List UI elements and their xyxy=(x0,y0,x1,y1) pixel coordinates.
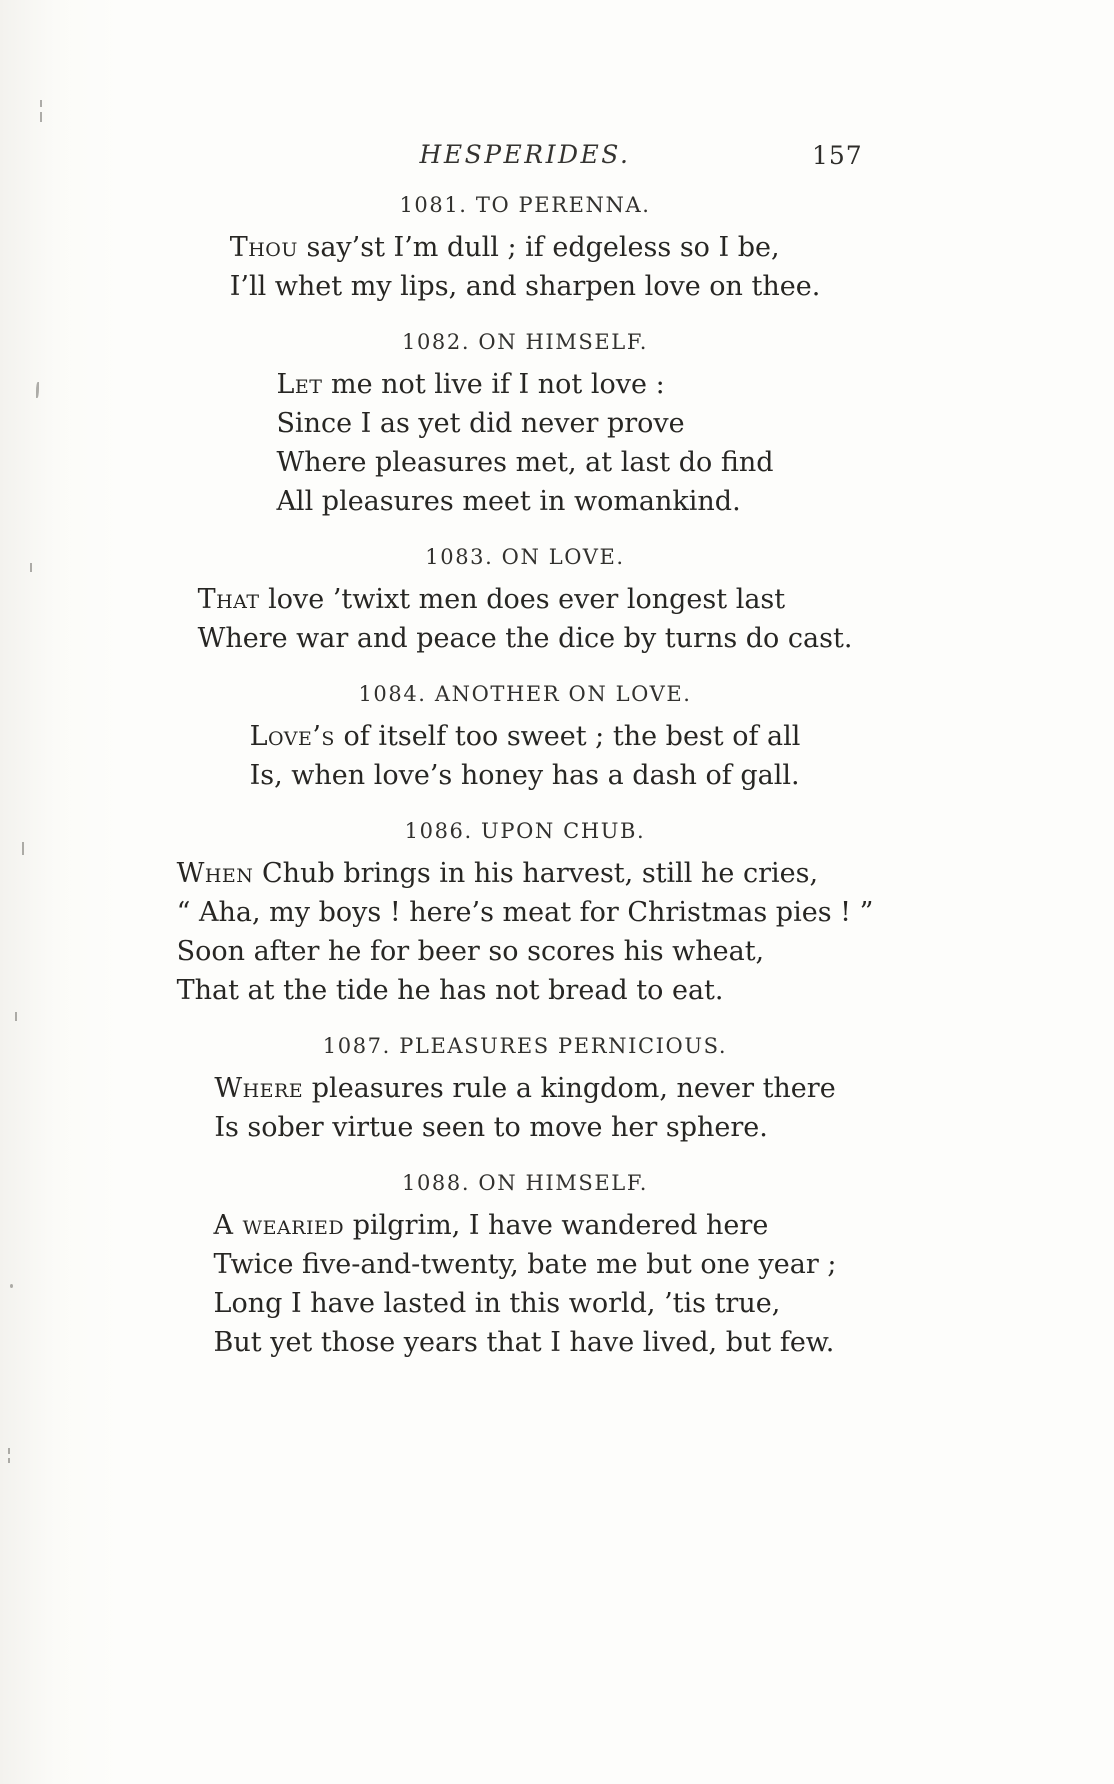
lead-word: Thou xyxy=(229,232,298,263)
poem-line: I’ll whet my lips, and sharpen love on thee. xyxy=(229,271,821,302)
book-title: HESPERIDES. xyxy=(419,140,631,169)
scan-artifact xyxy=(8,1448,10,1454)
poem xyxy=(0,330,1050,521)
poem xyxy=(0,545,1050,658)
poem-line: Where war and peace the dice by turns do cast. xyxy=(197,623,853,654)
poem-heading: 1087. PLEASURES PERNICIOUS. xyxy=(322,1034,728,1058)
poem-line: Twice five-and-twenty, bate me but one year ; xyxy=(213,1249,837,1280)
lead-word: A wearied xyxy=(213,1210,345,1241)
poem-line: Is, when love’s honey has a dash of gall. xyxy=(249,760,800,791)
lead-word: That xyxy=(197,584,260,615)
lead-word: Love’s xyxy=(249,721,335,752)
poem-line: All pleasures meet in womankind. xyxy=(276,486,741,517)
poems xyxy=(0,193,1050,1362)
poem-lines xyxy=(198,580,853,658)
poem-line: Soon after he for beer so scores his wheat, xyxy=(176,936,765,967)
poem xyxy=(0,819,1050,1010)
poem-line: Let me not live if I not love : xyxy=(276,369,665,400)
poem-line: But yet those years that I have lived, but few. xyxy=(213,1327,835,1358)
poem-heading: 1082. ON HIMSELF. xyxy=(401,330,648,354)
poem-line: Is sober virtue seen to move her sphere. xyxy=(214,1112,768,1143)
poem-line: That at the tide he has not bread to eat. xyxy=(176,975,724,1006)
poem-lines xyxy=(214,1069,835,1147)
poem-heading: 1083. ON LOVE. xyxy=(425,545,625,569)
poem-lines xyxy=(177,854,874,1010)
lead-word: Let xyxy=(276,369,323,400)
poem-line: Love’s of itself too sweet ; the best of all xyxy=(249,721,801,752)
poem-line: “ Aha, my boys ! here’s meat for Christmas pies ! ” xyxy=(176,897,874,928)
poem-line: When Chub brings in his harvest, still he cries, xyxy=(176,858,819,889)
page-number: 157 xyxy=(812,141,863,170)
poem-lines xyxy=(230,228,821,306)
poem-lines xyxy=(250,717,801,795)
poem xyxy=(0,1034,1050,1147)
poem-heading: 1081. TO PERENNA. xyxy=(399,193,651,217)
poem xyxy=(0,1171,1050,1362)
poem-heading: 1084. ANOTHER ON LOVE. xyxy=(358,682,692,706)
poem xyxy=(0,193,1050,306)
poem-line: Where pleasures met, at last do find xyxy=(276,447,774,478)
poem-line: A wearied pilgrim, I have wandered here xyxy=(213,1210,769,1241)
poem-heading: 1086. UPON CHUB. xyxy=(404,819,646,843)
poem-line: Thou say’st I’m dull ; if edgeless so I be, xyxy=(229,232,780,263)
poem-line: Long I have lasted in this world, ’tis true, xyxy=(213,1288,781,1319)
scan-artifact xyxy=(8,1458,10,1463)
lead-word: When xyxy=(176,858,254,889)
poem-lines xyxy=(276,365,773,521)
poem xyxy=(0,682,1050,795)
poem-line: Where pleasures rule a kingdom, never there xyxy=(214,1073,836,1104)
running-header xyxy=(0,0,1050,169)
poem-lines xyxy=(214,1206,837,1362)
poem-line: That love ’twixt men does ever longest last xyxy=(197,584,786,615)
poem-line: Since I as yet did never prove xyxy=(276,408,685,439)
lead-word: Where xyxy=(214,1073,304,1104)
poem-heading: 1088. ON HIMSELF. xyxy=(401,1171,648,1195)
